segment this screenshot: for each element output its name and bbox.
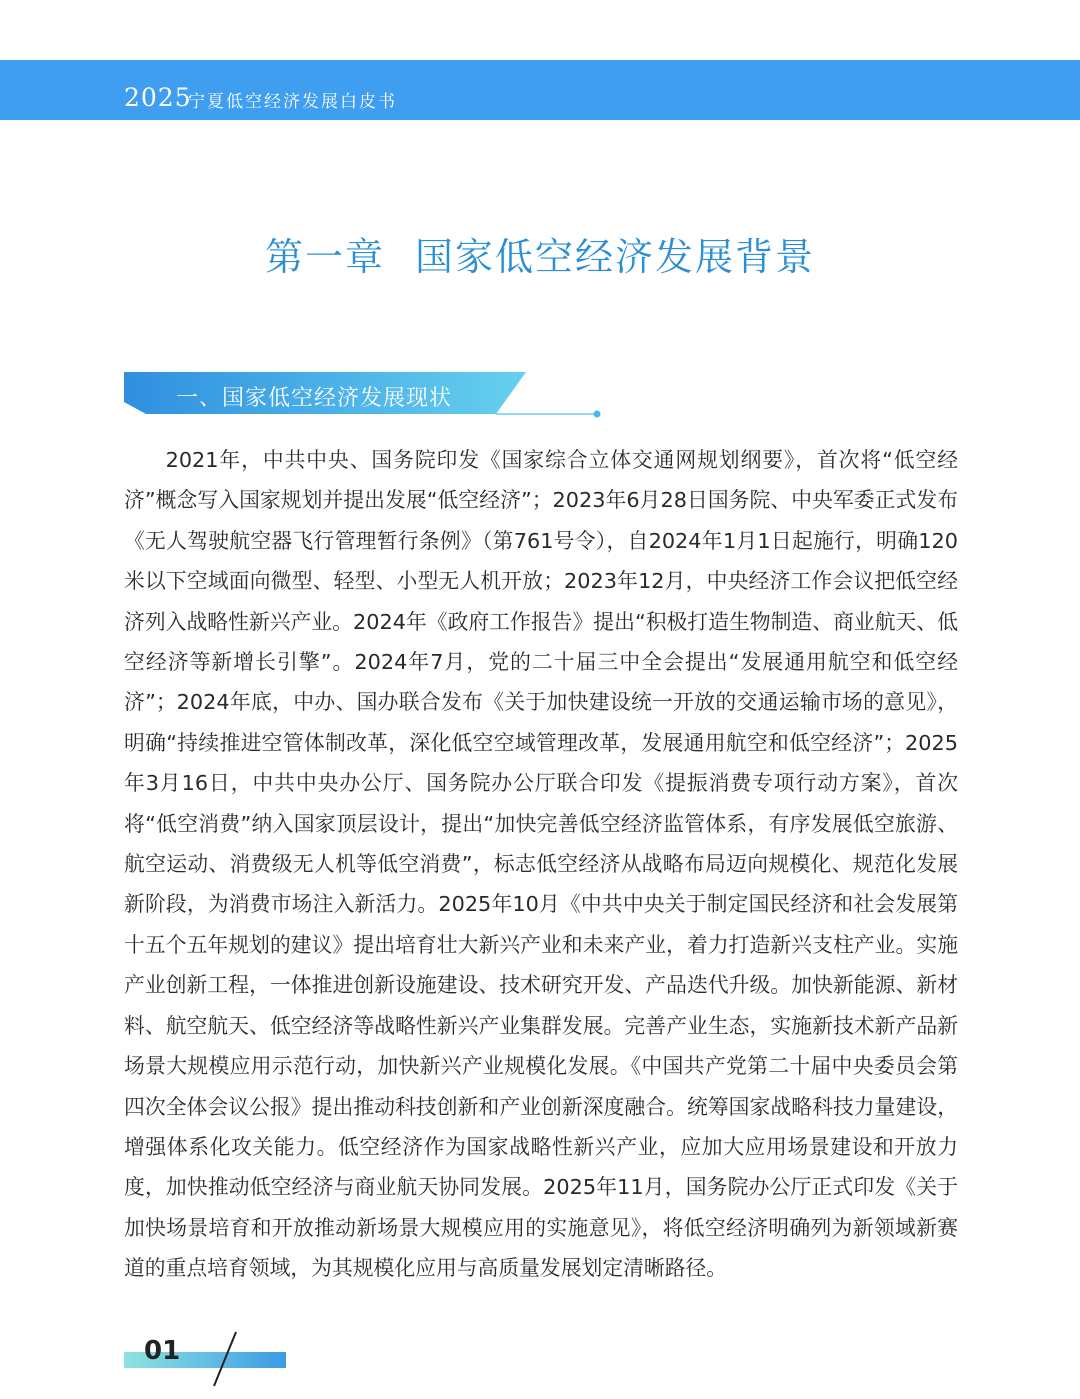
section-heading: 一、国家低空经济发展现状 — [176, 386, 453, 411]
chapter-number: 第一章 — [264, 235, 385, 279]
chapter-title — [0, 226, 1080, 281]
footer-slash-line — [208, 1330, 240, 1388]
header-year: 2025 — [124, 83, 192, 112]
header-title: 宁夏低空经济发展白皮书 — [188, 92, 397, 112]
section-banner — [124, 372, 604, 422]
chapter-name: 国家低空经济发展背景 — [415, 235, 816, 279]
body-paragraph: 2021年，中共中央、国务院印发《国家综合立体交通网规划纲要》，首次将“低空经济”概念写入国家规划并提出发展“低空经济”；2023年6月28日国务院、中央军委正式发布《无人驾驶航空器飞行管理暂行条例》（第761号令），自2024年1月1日起施行，明确120米以下空域面向微型、轻型、小型无人机开放；2023年12月，中央经济工作会议把低空经济列入战略性新兴产业。2024年《政府工作报告》提出“积极打造生物制造、商业航天、低空经济等新增长引擎”。2024年7月，党的二十届三中全会提出“发展通用航空和低空经济”；2024年底，中办、国办联合发布《关于加快建设统一开放的交通运输市场的意见》，明确“持续推进空管体制改革，深化低空空域管理改革，发展通用航空和低空经济”；2025年3月16日，中共中央办公厅、国务院办公厅联合印发《提振消费专项行动方案》，首次将“低空消费”纳入国家顶层设计，提出“加快完善低空经济监管体系，有序发展低空旅游、航空运动、消费级无人机等低空消费”，标志低空经济从战略布局迈向规模化、规范化发展新阶段，为消费市场注入新活力。2025年10月《中共中央关于制定国民经济和社会发展第十五个五年规划的建议》提出培育壮大新兴产业和未来产业，着力打造新兴支柱产业。实施产业创新工程，一体推进创新设施建设、技术研究开发、产品迭代升级。加快新能源、新材料、航空航天、低空经济等战略性新兴产业集群发展。完善产业生态，实施新技术新产品新场景大规模应用示范行动，加快新兴产业规模化发展。《中国共产党第二十届中央委员会第四次全体会议公报》提出推动科技创新和产业创新深度融合。统筹国家战略科技力量建设，增强体系化攻关能力。低空经济作为国家战略性新兴产业，应加大应用场景建设和开放力度，加快推动低空经济与商业航天协同发展。2025年11月，国务院办公厅正式印发《关于加快场景培育和开放推动新场景大规模应用的实施意见》，将低空经济明确列为新领域新赛道的重点培育领域，为其规模化应用与高质量发展划定清晰路径。 — [124, 448, 958, 1281]
page-number: 01 — [144, 1336, 181, 1366]
